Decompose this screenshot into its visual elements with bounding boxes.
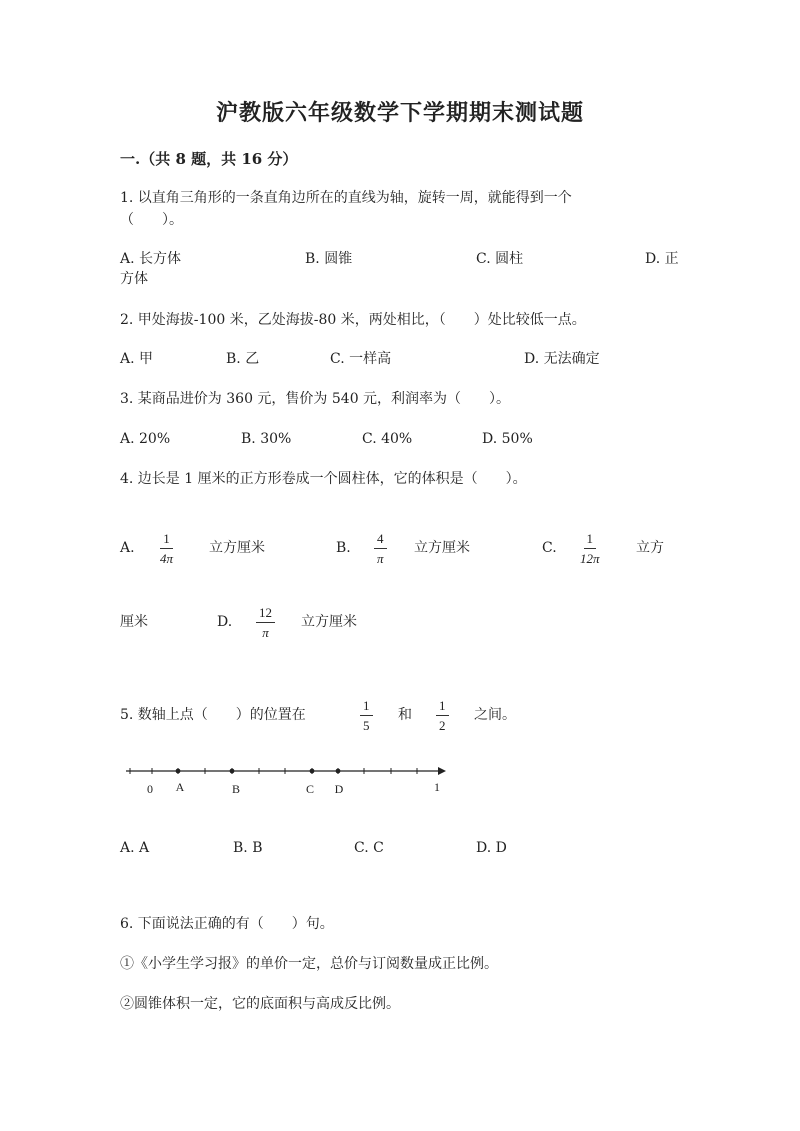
page-title: 沪教版六年级数学下学期期末测试题 [215, 100, 584, 126]
question-3-option-c[interactable]: C. 40% [362, 431, 413, 447]
question-5-text-b: 之间。 [474, 707, 516, 723]
question-3-option-d[interactable]: D. 50% [482, 431, 533, 447]
question-4-option-c-unit-cont: 厘米 [120, 614, 148, 630]
question-3-option-b[interactable]: B. 30% [241, 431, 292, 447]
question-2-text: 2. 甲处海拔-100 米，乙处海拔-80 米，两处相比，（ ）处比较低一点。 [120, 312, 586, 328]
fraction-denominator: 5 [363, 718, 370, 733]
fraction-denominator: 4π [160, 551, 174, 566]
number-line-label-a: A [175, 780, 185, 794]
number-line-label-b: B [231, 782, 241, 796]
fraction-numerator: 1 [436, 698, 449, 716]
number-line [120, 760, 450, 800]
question-1-option-b[interactable]: B. 圆锥 [305, 251, 353, 267]
fraction-denominator: 12π [580, 551, 600, 566]
question-1-text-line2: （ ）。 [120, 212, 183, 228]
number-line-label-c: C [305, 782, 315, 796]
question-4-option-b-unit: 立方厘米 [414, 540, 470, 556]
question-4-option-b-label[interactable]: B. [336, 540, 351, 556]
question-5-option-b[interactable]: B. B [233, 840, 263, 856]
question-1-text-line1: 1. 以直角三角形的一条直角边所在的直线为轴，旋转一周，就能得到一个 [120, 190, 572, 206]
question-2-option-b[interactable]: B. 乙 [226, 351, 260, 367]
section-heading: 一.（共 8 题，共 16 分） [120, 150, 298, 168]
question-5-text-a: 5. 数轴上点（ ）的位置在 [120, 707, 306, 723]
question-4-text: 4. 边长是 1 厘米的正方形卷成一个圆柱体，它的体积是（ ）。 [120, 471, 527, 487]
question-4-option-c-fraction [580, 531, 600, 566]
number-line-label-1: 1 [434, 780, 440, 794]
question-5-and: 和 [398, 707, 412, 723]
fraction-numerator: 1 [584, 531, 597, 549]
number-line-label-0: 0 [147, 782, 153, 796]
point-a-dot [176, 769, 181, 774]
question-1-option-d[interactable]: D. 正 [645, 251, 679, 267]
point-d-dot [336, 769, 341, 774]
fraction-numerator: 1 [360, 698, 373, 716]
question-1-option-a[interactable]: A. 长方体 [120, 251, 182, 267]
question-4-option-c-label[interactable]: C. [542, 540, 557, 556]
question-4-option-d-unit: 立方厘米 [301, 614, 357, 630]
question-2-option-c[interactable]: C. 一样高 [330, 351, 392, 367]
question-5-option-c[interactable]: C. C [354, 840, 384, 856]
question-4-option-a-unit: 立方厘米 [209, 540, 265, 556]
question-4-option-a-fraction [160, 531, 173, 566]
fraction-numerator: 1 [160, 531, 173, 549]
question-3-text: 3. 某商品进价为 360 元，售价为 540 元，利润率为（ ）。 [120, 391, 511, 407]
point-b-dot [230, 769, 235, 774]
question-1-option-d-cont: 方体 [120, 271, 148, 287]
question-4-option-c-unit: 立方 [636, 540, 664, 556]
question-4-option-d-label[interactable]: D. [217, 614, 233, 630]
fraction-numerator: 12 [256, 605, 275, 623]
question-6-item-2: ②圆锥体积一定，它的底面积与高成反比例。 [120, 996, 400, 1012]
question-4-option-a-label[interactable]: A. [120, 540, 135, 556]
fraction-numerator: 4 [374, 531, 387, 549]
question-4-option-d-fraction [256, 605, 275, 640]
question-1-option-c[interactable]: C. 圆柱 [476, 251, 524, 267]
question-6-text: 6. 下面说法正确的有（ ）句。 [120, 916, 334, 932]
question-4-option-b-fraction [374, 531, 387, 566]
fraction-denominator: π [376, 551, 384, 566]
question-5-option-a[interactable]: A. A [120, 840, 150, 856]
question-5-option-d[interactable]: D. D [476, 840, 507, 856]
question-2-option-a[interactable]: A. 甲 [120, 351, 154, 367]
fraction-denominator: π [262, 625, 269, 640]
question-6-item-1: ①《小学生学习报》的单价一定，总价与订阅数量成正比例。 [120, 956, 498, 972]
question-2-option-d[interactable]: D. 无法确定 [524, 351, 600, 367]
point-c-dot [310, 769, 315, 774]
question-5-fraction-1 [360, 698, 373, 733]
question-5-fraction-2 [436, 698, 449, 733]
number-line-arrow [438, 767, 446, 775]
number-line-label-d: D [334, 782, 344, 796]
question-3-option-a[interactable]: A. 20% [120, 431, 171, 447]
fraction-denominator: 2 [439, 718, 446, 733]
